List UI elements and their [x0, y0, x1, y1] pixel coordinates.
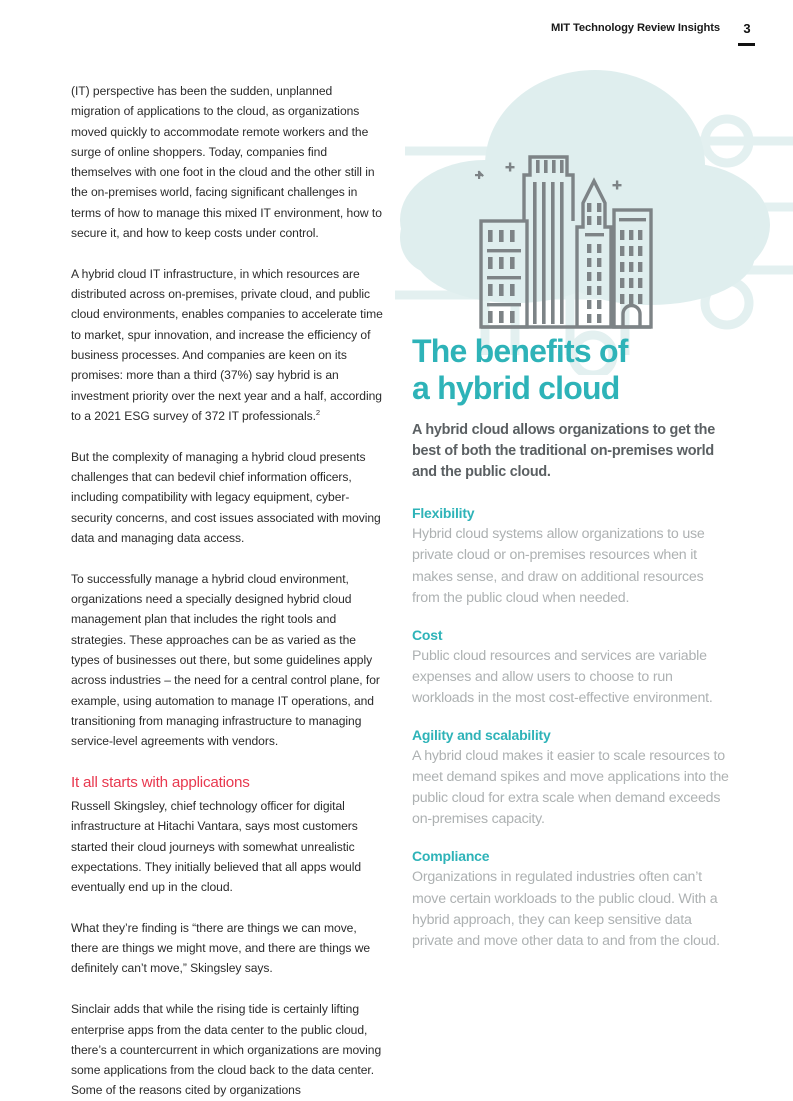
city-skyline-cloud-illustration — [395, 55, 793, 375]
benefit-text: A hybrid cloud makes it easier to scale resources to meet demand spikes and move applications into the public cloud for extra scale when demand exceeds on-premises capacity. — [412, 748, 729, 828]
body-paragraph: What they’re finding is “there are things we can move, there are things we might move, and there are things we definitely can’t move,” Skingsley says. — [71, 920, 371, 976]
page-number: 3 — [743, 21, 751, 36]
circuit-traces — [395, 141, 793, 355]
benefits-deck: A hybrid cloud allows organizations to get the best of both the traditional on-premises world and the public cloud. — [412, 422, 715, 480]
body-paragraph: Sinclair adds that while the rising tide is certainly lifting enterprise apps from the data center to the public cloud, there’s a countercurrent in which organizations are moving some applications from the cloud back to the data center. Some of the reasons cited by organizations — [71, 1002, 382, 1098]
building-outlines — [481, 157, 651, 327]
benefit-heading: Flexibility — [412, 505, 475, 522]
page-header — [0, 22, 793, 62]
benefit-heading: Cost — [412, 626, 443, 643]
publication-title: MIT Technology Review Insights — [551, 22, 720, 34]
cloud-shape — [400, 70, 770, 305]
benefits-headline — [412, 333, 732, 406]
headline-line-2: a hybrid cloud — [412, 369, 620, 406]
page-number-rule — [738, 43, 755, 46]
benefit-item-agility-and-scalability — [412, 726, 732, 830]
benefit-heading: Agility and scalability — [412, 727, 551, 744]
sparkle-icons — [475, 163, 622, 190]
left-text-column — [71, 81, 383, 1101]
footnote-marker: 2 — [315, 407, 321, 417]
benefit-item-compliance — [412, 847, 732, 951]
benefit-heading: Compliance — [412, 848, 490, 865]
body-paragraph: Russell Skingsley, chief technology officer for digital infrastructure at Hitachi Vantara, says most customers started their cloud journeys with somewhat unrealistic expectations. They initially believed that all apps would eventually end up in the cloud. — [71, 798, 362, 895]
benefit-text: Organizations in regulated industries often can’t move certain workloads to the public cloud. With a hybrid approach, they can keep sensitive data private and move other data to and from the cloud. — [412, 869, 720, 949]
body-paragraph — [71, 264, 383, 426]
benefit-item-cost — [412, 626, 732, 709]
building-windows — [487, 160, 646, 324]
benefit-item-flexibility — [412, 504, 732, 608]
paragraph-text: A hybrid cloud IT infrastructure, in which resources are distributed across on-premises, private cloud, and public cloud environments, enables companies to accelerate time to market, spur innovation, and increase the efficiency of business processes. And companies are keen on its promises: more than a third (37%) say hybrid is an investment priority over the next year and a half, according to a 2021 ESG survey of 372 IT professionals. — [71, 266, 383, 423]
body-paragraph: But the complexity of managing a hybrid cloud presents challenges that can bedevil chief information officers, including compatibility with legacy equipment, cyber-security concerns, and cost issues associated with moving data and managing data access. — [71, 449, 381, 545]
benefit-text: Public cloud resources and services are variable expenses and allow users to choose to run workloads in the most cost-effective environment. — [412, 647, 713, 706]
body-paragraph: (IT) perspective has been the sudden, unplanned migration of applications to the cloud, as organizations moved quickly to accommodate remote workers and the surge of online shoppers. Today, companies find themselves with one foot in the cloud and the other still in the on-premises world, facing significant challenges in terms of how to manage this mixed IT environment, how to secure it, and how to keep costs under control. — [71, 84, 382, 241]
body-paragraph: To successfully manage a hybrid cloud environment, organizations need a specially designed hybrid cloud management plan that includes the right tools and strategies. These approaches can be as varied as the types of businesses out there, but some guidelines apply across industries – the need for a central control plane, for example, using automation to manage IT operations, and transitioning from managing infrastructure to managing service-level agreements with vendors. — [71, 571, 380, 749]
section-subheading: It all starts with applications — [71, 773, 250, 791]
benefit-text: Hybrid cloud systems allow organizations to use private cloud or on-premises resources when it makes sense, and draw on additional resources from the public cloud when needed. — [412, 526, 705, 606]
benefits-sidebar — [412, 333, 732, 952]
headline-line-1: The benefits of — [412, 333, 628, 369]
